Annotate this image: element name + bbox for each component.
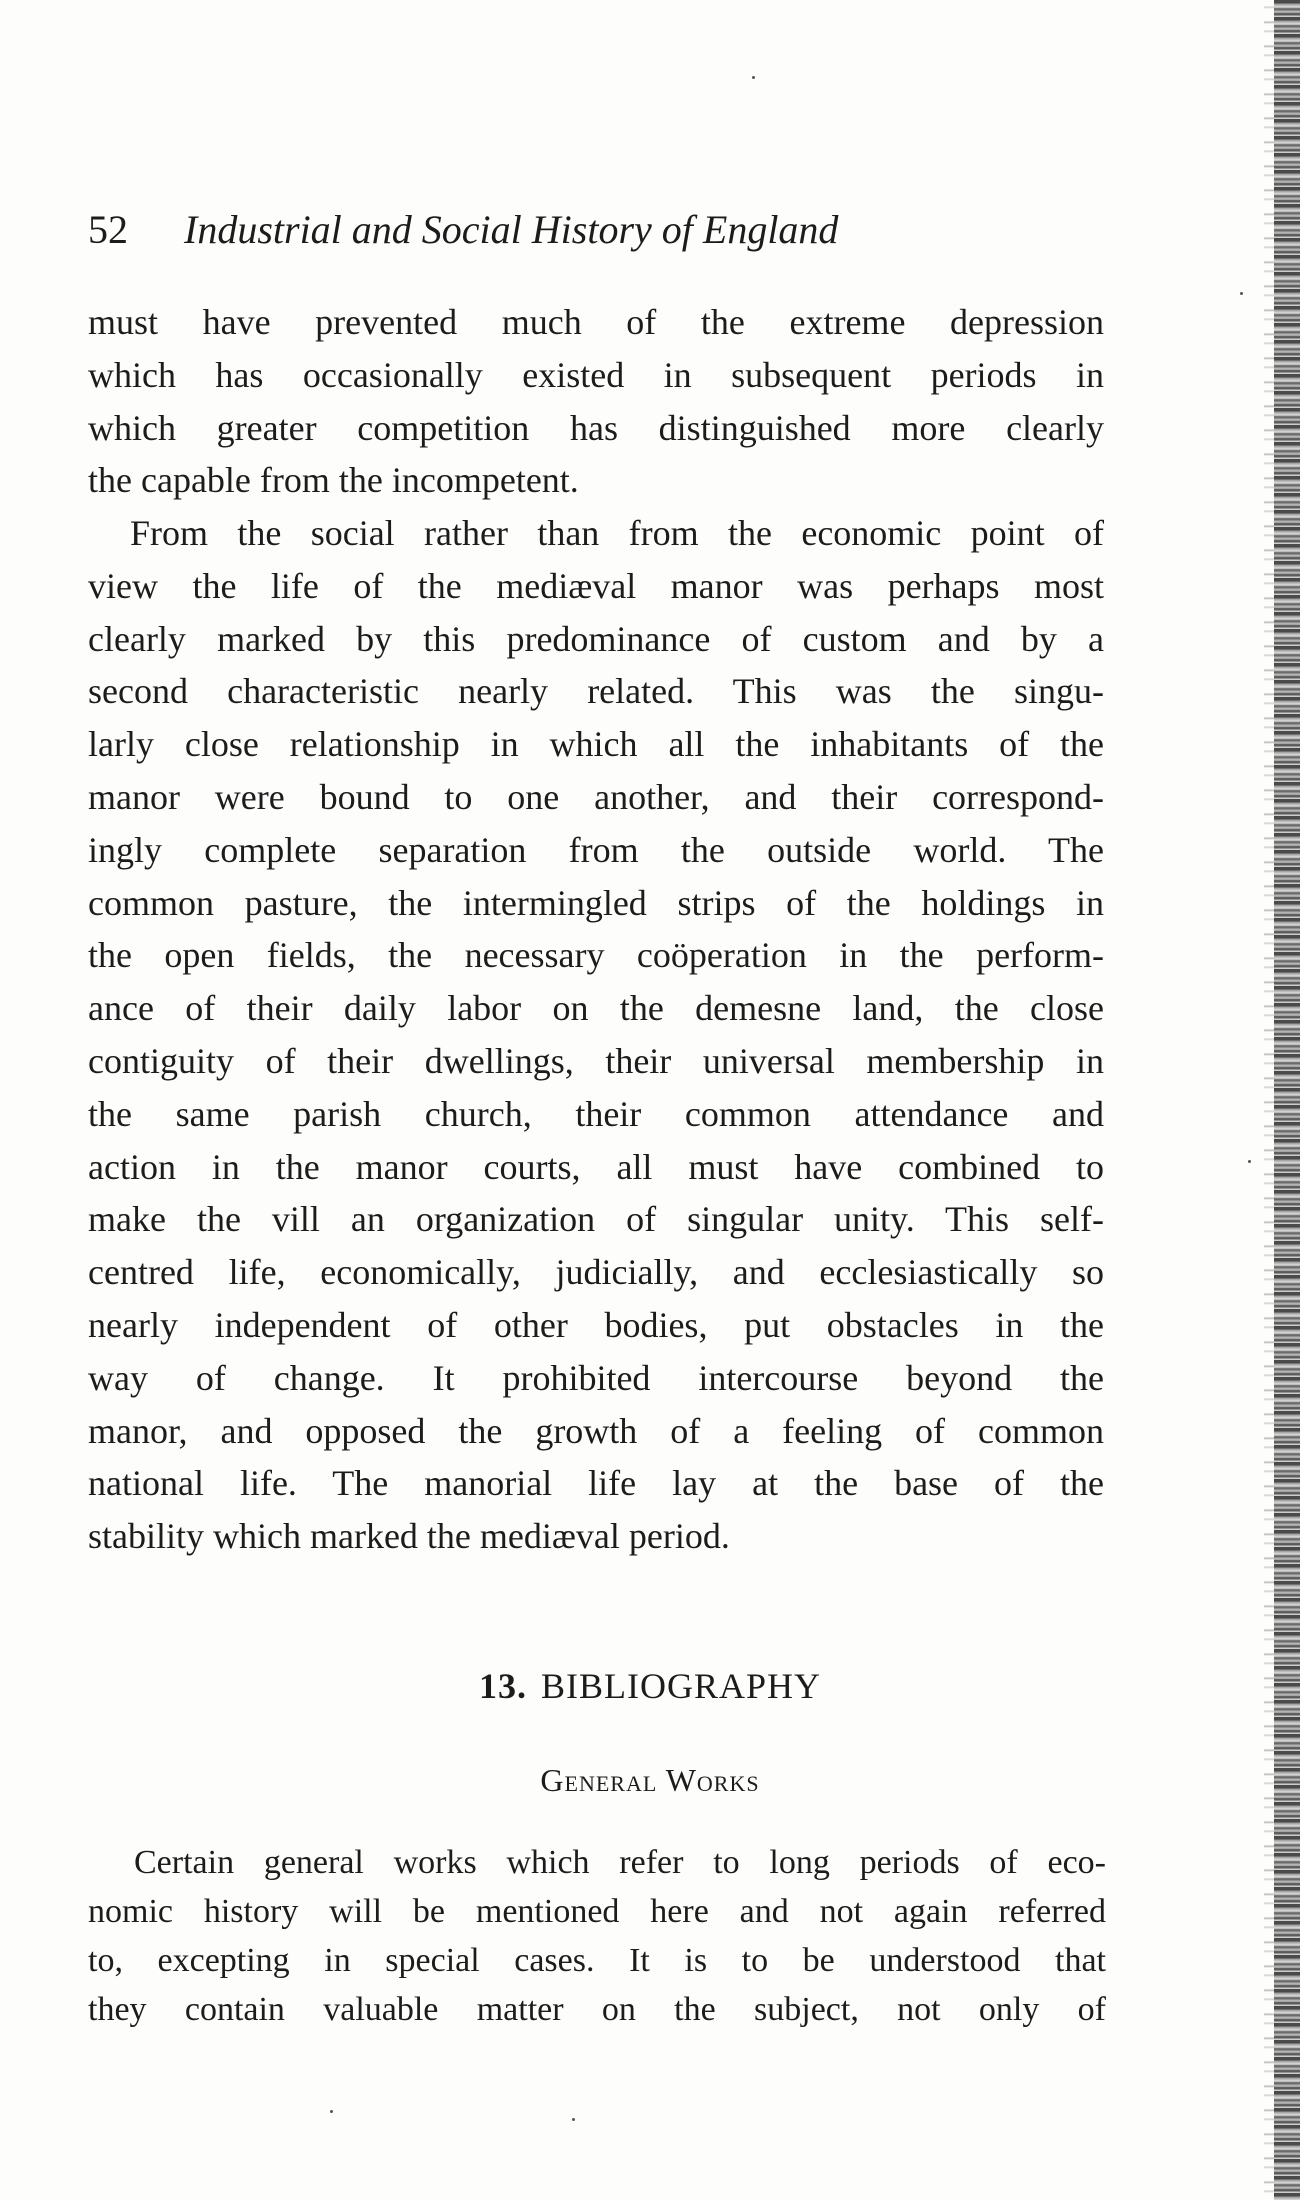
- text-line: which greater competition has distinguished more clearly: [88, 407, 1104, 448]
- scan-speck: [752, 76, 755, 79]
- text-line: which has occasionally existed in subsequent periods in: [88, 354, 1104, 395]
- section-number: 13.: [478, 1666, 527, 1706]
- scan-speck: [572, 2118, 575, 2121]
- running-header: [88, 200, 1088, 260]
- text-line: the same parish church, their common attendance and: [88, 1093, 1104, 1134]
- text-line: action in the manor courts, all must have combined to: [88, 1146, 1104, 1187]
- text-line: ance of their daily labor on the demesne land, the close: [88, 988, 1104, 1029]
- text-line: stability which marked the mediæval period.: [88, 1516, 730, 1557]
- text-line: Certain general works which refer to long periods of eco-: [134, 1844, 1106, 1881]
- text-line: contiguity of their dwellings, their universal membership in: [88, 1040, 1104, 1081]
- text-line: centred life, economically, judicially, and ecclesiastically so: [88, 1252, 1104, 1293]
- section-title: BIBLIOGRAPHY: [540, 1666, 821, 1706]
- text-line: the capable from the incompetent.: [88, 460, 579, 501]
- text-line: second characteristic nearly related. This was the singu-: [88, 671, 1104, 712]
- section-heading: [0, 1662, 1300, 1710]
- scan-speck: [1248, 1160, 1251, 1163]
- paragraph-manor-life: [88, 507, 1104, 1563]
- text-line: common pasture, the intermingled strips of the holdings in: [88, 882, 1104, 923]
- text-line: manor, and opposed the growth of a feeling of common: [88, 1410, 1104, 1451]
- text-line: must have prevented much of the extreme depression: [88, 302, 1104, 342]
- running-title: Industrial and Social History of England: [184, 207, 839, 252]
- paragraph-continuation: [88, 296, 1104, 507]
- text-line: they contain valuable matter on the subject, not only of: [88, 1991, 1106, 2028]
- text-line: way of change. It prohibited intercourse beyond the: [88, 1357, 1104, 1398]
- text-line: From the social rather than from the economic point of: [130, 513, 1104, 553]
- text-line: to, excepting in special cases. It is to be understood that: [88, 1942, 1106, 1979]
- text-line: nearly independent of other bodies, put obstacles in the: [88, 1304, 1104, 1345]
- text-line: the open fields, the necessary coöperation in the perform-: [88, 935, 1104, 976]
- scanned-page-edge-shadow: [1264, 0, 1274, 2200]
- text-line: larly close relationship in which all the inhabitants of the: [88, 724, 1104, 765]
- text-line: nomic history will be mentioned here and not again referred: [88, 1893, 1106, 1930]
- scan-speck: [1240, 292, 1243, 295]
- text-line: manor were bound to one another, and their correspond-: [88, 776, 1104, 817]
- text-line: clearly marked by this predominance of custom and by a: [88, 618, 1104, 659]
- paragraph-general-works: [88, 1838, 1106, 2034]
- page-number: 52: [88, 207, 128, 252]
- text-line: ingly complete separation from the outside world. The: [88, 829, 1104, 870]
- text-line: view the life of the mediæval manor was perhaps most: [88, 565, 1104, 606]
- text-line: national life. The manorial life lay at the base of the: [88, 1463, 1104, 1504]
- subsection-heading: General Works: [540, 1762, 760, 1798]
- scanned-page-edge: [1274, 0, 1300, 2200]
- scan-speck: [330, 2110, 333, 2113]
- text-line: make the vill an organization of singular unity. This self-: [88, 1199, 1104, 1240]
